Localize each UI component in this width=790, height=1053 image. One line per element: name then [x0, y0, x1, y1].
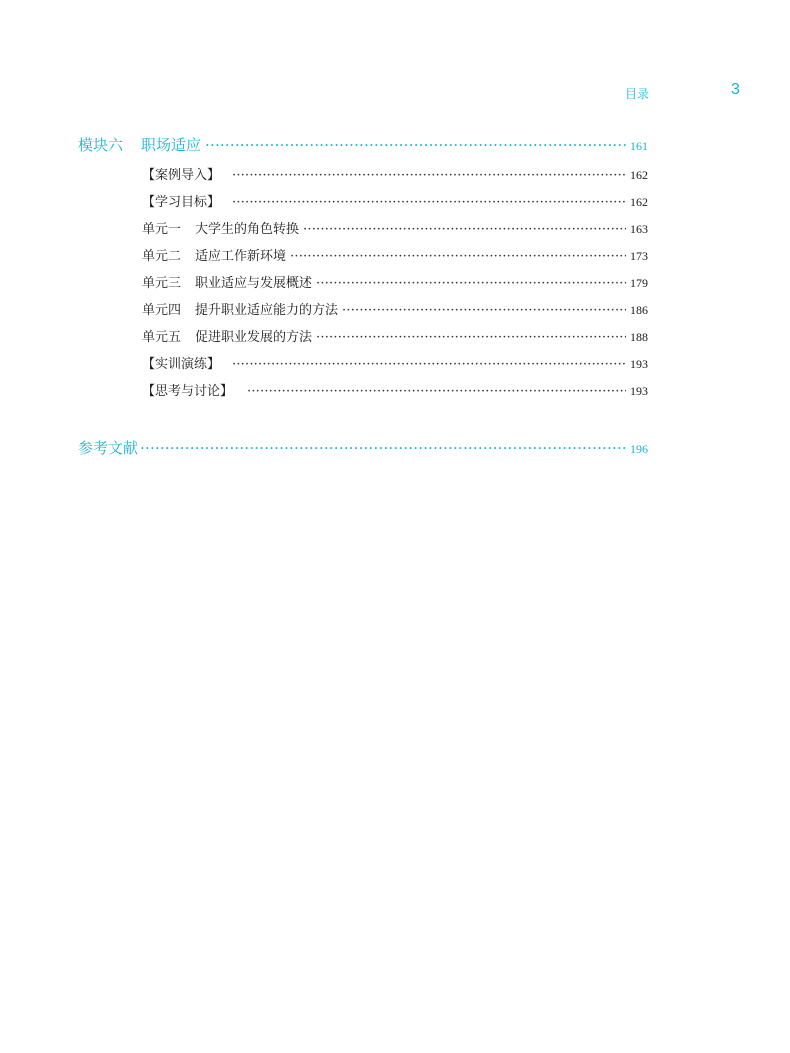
toc-entry-page: 179	[630, 276, 648, 290]
dot-leader	[290, 250, 626, 263]
toc-entry-learning-goals[interactable]	[142, 191, 648, 210]
toc-references-entry[interactable]	[78, 437, 648, 458]
unit-title: 提升职业适应能力的方法	[195, 303, 339, 318]
header-title: 目录	[625, 87, 650, 101]
toc-entry-page: 188	[630, 330, 648, 344]
toc-entry-page: 163	[630, 222, 648, 236]
unit-title: 适应工作新环境	[195, 249, 287, 264]
toc-entry-page: 162	[630, 195, 648, 209]
toc-entry-page: 193	[630, 357, 648, 371]
dot-leader	[140, 441, 626, 456]
dot-leader	[232, 196, 626, 209]
toc-entry-label: 【实训演练】	[142, 357, 221, 372]
toc-entry-page: 186	[630, 303, 648, 317]
dot-leader	[232, 358, 626, 371]
toc-entry-label	[142, 299, 338, 318]
unit-number: 单元四	[142, 303, 182, 318]
dot-leader	[247, 385, 626, 398]
toc-entry-practice[interactable]	[142, 353, 648, 372]
references-title: 参考文献	[78, 439, 139, 457]
unit-number: 单元三	[142, 276, 182, 291]
dot-leader	[205, 138, 626, 153]
toc-entry-page: 173	[630, 249, 648, 263]
dot-leader	[316, 277, 626, 290]
references-page: 196	[630, 442, 648, 456]
unit-title: 促进职业发展的方法	[195, 330, 313, 345]
toc-entry-label	[142, 272, 312, 291]
module-page: 161	[630, 139, 648, 153]
dot-leader	[232, 169, 626, 182]
toc-entry-label	[142, 218, 299, 237]
module-title: 职场适应	[141, 136, 202, 154]
toc-entry-page: 162	[630, 168, 648, 182]
unit-title: 职业适应与发展概述	[195, 276, 313, 291]
toc-entry-label: 【思考与讨论】	[142, 384, 234, 399]
toc-module-entry[interactable]	[78, 134, 648, 155]
unit-number: 单元一	[142, 222, 182, 237]
unit-number: 单元二	[142, 249, 182, 264]
toc-entry-label	[142, 326, 312, 345]
toc-entry-unit-3[interactable]	[142, 272, 648, 291]
dot-leader	[303, 223, 626, 236]
module-number: 模块六	[78, 136, 124, 154]
module-label	[78, 134, 201, 155]
toc-entry-discussion[interactable]	[142, 380, 648, 399]
toc-entry-case-intro[interactable]	[142, 164, 648, 183]
toc-entry-unit-4[interactable]	[142, 299, 648, 318]
page-number: 3	[731, 81, 740, 98]
unit-number: 单元五	[142, 330, 182, 345]
toc-entry-unit-1[interactable]	[142, 218, 648, 237]
toc-entry-unit-2[interactable]	[142, 245, 648, 264]
toc-entry-label: 【案例导入】	[142, 168, 221, 183]
dot-leader	[342, 304, 626, 317]
toc-entry-page: 193	[630, 384, 648, 398]
dot-leader	[316, 331, 626, 344]
toc-entry-label	[142, 245, 286, 264]
unit-title: 大学生的角色转换	[195, 222, 300, 237]
toc-entry-label: 【学习目标】	[142, 195, 221, 210]
toc-entry-unit-5[interactable]	[142, 326, 648, 345]
